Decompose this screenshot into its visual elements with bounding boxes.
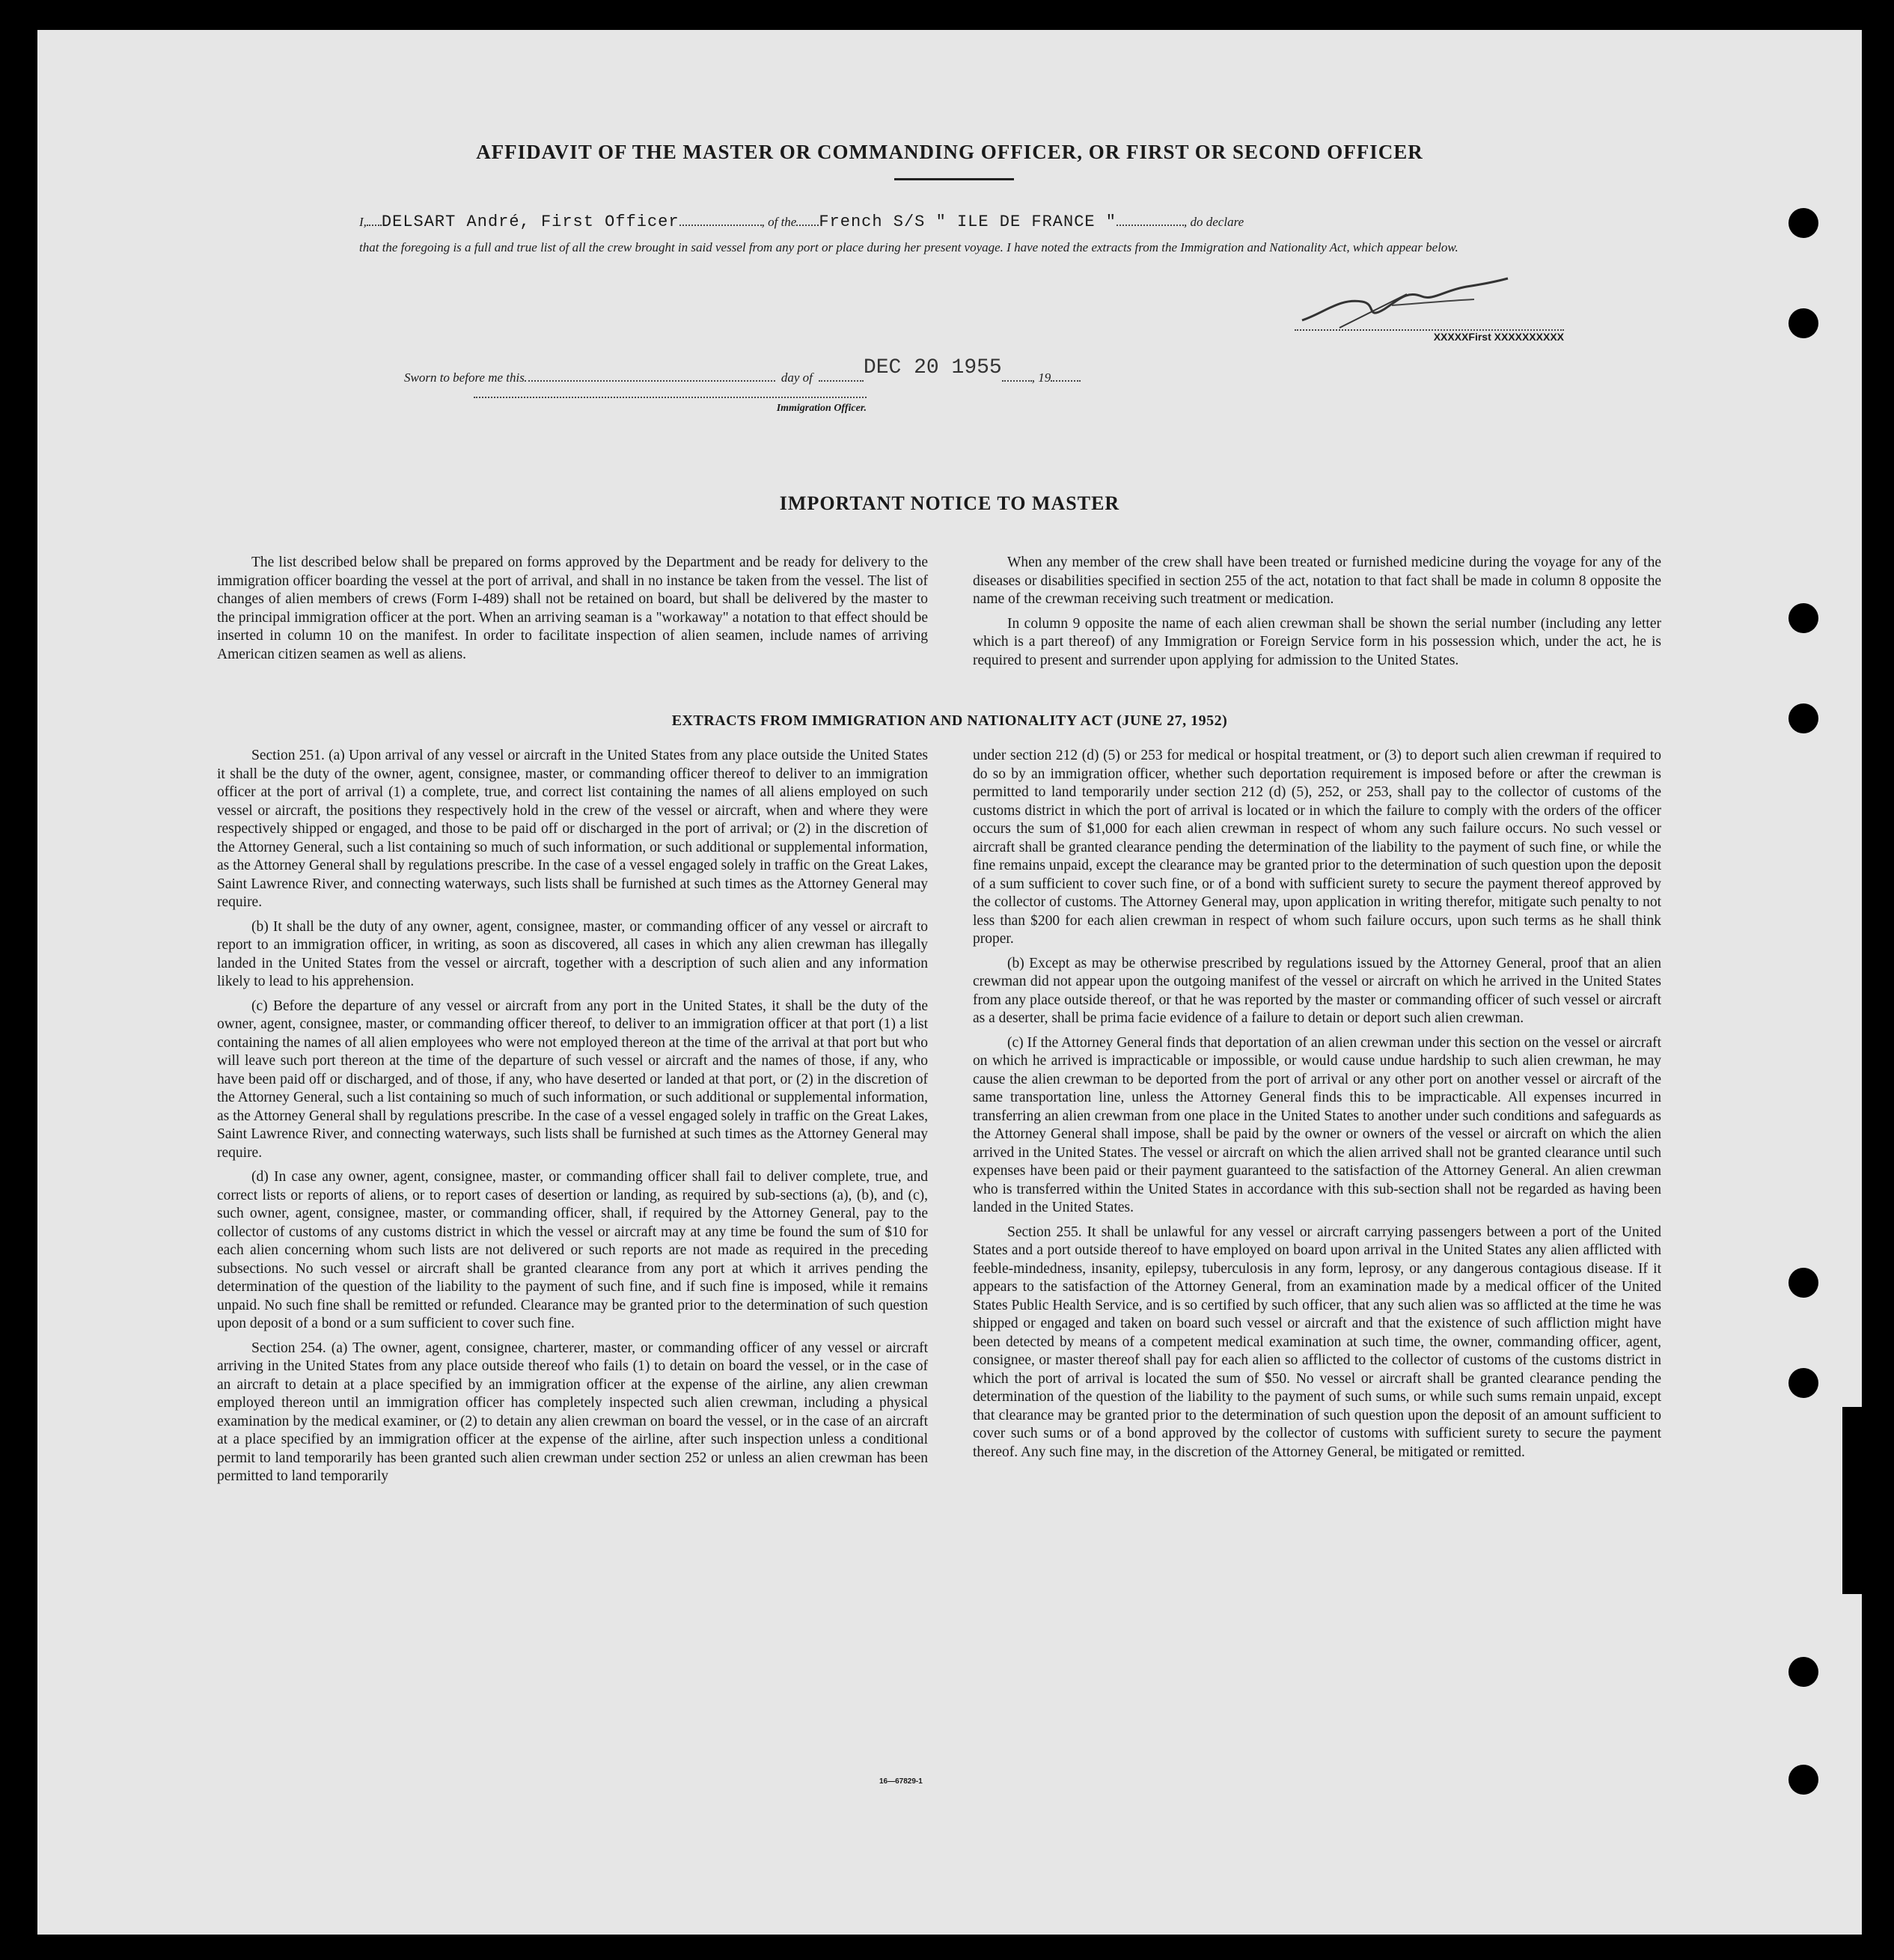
document-page (37, 30, 1862, 1935)
notice-paragraph: The list described below shall be prepared on forms approved by the Department and be ready for delivery to the immigration officer boarding the vessel at the port of arrival, and shall in no instance be taken from the vessel. The list of changes of alien members of crews (Form I-489) shall not be retained on board, but shall be delivered by the master to the principal immigration officer at the port. When an arriving seaman is a "workaway" a notation to that effect should be inserted in column 10 on the manifest. In order to facilitate inspection of alien seamen, include names of arriving American citizen seamen as well as aliens. (217, 555, 928, 662)
affidavit-title: AFFIDAVIT OF THE MASTER OR COMMANDING OFFICER, OR FIRST OR SECOND OFFICER (476, 141, 1423, 163)
notice-left-column (217, 554, 928, 670)
notice-paragraph: In column 9 opposite the name of each alien crewman shall be shown the serial number (including any letter which is a part thereof) of any Immigration or Foreign Service form in his possession which, under the act, he is required to present and surrender upon applying for admission to the United States. (973, 615, 1661, 668)
declaration-statement: that the foregoing is a full and true list of all the crew brought in said vessel from any port or place during her present voyage. I have noted the extracts from the Immigration and Nationality Act, which appear below. (359, 240, 1458, 254)
immigration-officer-caption: Immigration Officer. (776, 403, 867, 414)
extract-paragraph: under section 212 (d) (5) or 253 for medical or hospital treatment, or (3) to deport such alien crewman if required to do so by an immigration officer, whether such deportation requirement is imposed before or after the crewman is permitted to land temporarily under section 212 (d) (5), 252, or 253, shall pay to the collector of customs of the customs district in which the port of arrival is located or in which the failure to comply with the orders of the officer occurs the sum of $1,000 for each alien crewman in respect of whom any such failure occurs. No such vessel or aircraft shall be granted clearance pending the determination of the liability to the payment of such fine, or while the fine remains unpaid, except the clearance may be granted prior to the determination of such question upon the deposit of a sum sufficient to cover such fine, or of a bond with sufficient surety to secure the payment thereof approved by the collector of customs. The Attorney General may, upon application in writing therefor, mitigate such penalty to not less than $200 for each alien crewman in respect of whom such failure occurs, upon such terms as he shall think proper. (973, 748, 1661, 947)
extract-paragraph: (c) Before the departure of any vessel or aircraft from any port in the United States, it shall be the duty of the owner, agent, consignee, master, or commanding officer thereof, to deliver to an immigration officer at that port (1) a list containing the names of all alien employees who were not employed thereon at the time of the arrival at that port but who will leave such port thereon at the time of the departure of such vessel or aircraft and the names of those, if any, who have been paid off or discharged, and of those, if any, who have deserted or landed at that port, or (2) in the discretion of the Attorney General, such a list containing so much of such information, or such additional or supplemental information, as the Attorney General shall by regulations prescribe. In the case of a vessel engaged solely in traffic on the Great Lakes, Saint Lawrence River, and connecting waterways, such lists shall be furnished at such times as the Attorney General may require. (217, 998, 928, 1161)
index-tab-edge (1842, 1407, 1862, 1594)
form-code: 16—67829-1 (879, 1777, 923, 1786)
punch-hole (1788, 308, 1818, 338)
punch-hole (1788, 208, 1818, 238)
day-of-label: day of (780, 370, 813, 385)
declaration-block (359, 210, 1564, 260)
extract-paragraph: Section 251. (a) Upon arrival of any vessel or aircraft in the United States from any place outside the United States it shall be the duty of the owner, agent, consignee, master, or commanding officer thereof to deliver to an immigration officer at the port of arrival (1) a complete, true, and correct list containing the names of all aliens employed on such vessel or aircraft, the positions they respectively hold in the crew of the vessel or aircraft, when and where they were respectively shipped or engaged, and those to be paid off or discharged in the port of arrival; or (2) in the discretion of the Attorney General, such a list containing so much of such information, or such additional or supplemental information, as the Attorney General shall by regulations prescribe. In the case of a vessel engaged solely in traffic on the Great Lakes, Saint Lawrence River, and connecting waterways, such lists shall be furnished at such times as the Attorney General may require. (217, 748, 928, 910)
extracts-title: EXTRACTS FROM IMMIGRATION AND NATIONALITY ACT (JUNE 27, 1952) (671, 712, 1228, 729)
date-stamp: DEC 20 1955 (863, 356, 1002, 379)
punch-hole (1788, 1268, 1818, 1298)
sworn-label: Sworn to before me this (404, 370, 525, 385)
extract-paragraph: (b) Except as may be otherwise prescribed by regulations issued by the Attorney General, proof that an alien crewman did not appear upon the outgoing manifest of the vessel or aircraft on which he arrived in the United States from any place outside thereof, or that he was reported by the master or commanding officer of such vessel or aircraft as a deserter, shall be prima facie evidence of a failure to detain or deport such alien crewman. (973, 955, 1661, 1026)
signature-caption: XXXXXFirst XXXXXXXXXX (1433, 331, 1564, 343)
sworn-line (404, 356, 1081, 388)
immigration-officer-line (474, 397, 867, 398)
extract-paragraph: (b) It shall be the duty of any owner, agent, consignee, master, or commanding officer of any vessel or aircraft to report to an immigration officer, in writing, as soon as discovered, all cases in which any alien crewman has illegally landed in the United States from the vessel or aircraft, together with a description of such alien and any information likely to lead to his apprehension. (217, 918, 928, 989)
of-the-label: , of the (761, 215, 797, 229)
punch-hole (1788, 603, 1818, 633)
punch-hole (1788, 1765, 1818, 1795)
notice-paragraph: When any member of the crew shall have been treated or furnished medicine during the voyage for any of the diseases or disabilities specified in section 255 of the act, notation to that fact shall be made in column 8 opposite the name of the crewman receiving such treatment or medication. (973, 555, 1661, 607)
punch-hole (1788, 1368, 1818, 1398)
officer-name-field: DELSART André, First Officer (381, 213, 679, 231)
extract-paragraph: Section 254. (a) The owner, agent, consignee, charterer, master, or commanding officer of any vessel or aircraft arriving in the United States from any place outside thereof who fails (1) to detain on board the vessel, or in the case of an aircraft to detain at a place specified by an immigration officer at the expense of the airline, any alien crewman employed thereon until an immigration officer has completely inspected such alien crewman, including a physical examination by the medical examiner, or (2) to detain any alien crewman on board the vessel, or in the case of an aircraft at a place specified by an immigration officer at the expense of the airline, after such inspection unless a conditional permit to land temporarily has been granted such alien crewman under section 252 or unless an alien crewman has been permitted to land temporarily (217, 1340, 928, 1484)
year-label: , 19 (1031, 370, 1051, 385)
extracts-right-column (973, 747, 1661, 1468)
i-label: I, (359, 215, 367, 229)
punch-hole (1788, 1657, 1818, 1687)
extract-paragraph: (c) If the Attorney General finds that deportation of an alien crewman under this section on the vessel or aircraft on which he arrived is impracticable or impossible, or would cause undue hardship to such alien crewman, he may cause the alien crewman to be deported from the port of arrival or any other port on another vessel or aircraft of the same transportation line, unless the Attorney General finds this to be impracticable. All expenses incurred in transferring an alien crewman from one place in the United States to another under such conditions and safeguards as the Attorney General shall impose, shall be paid by the owner or owners of the vessel or aircraft on which the alien arrived in the United States. The vessel or aircraft on which the alien arrived shall not be granted clearance until such expenses have been paid or their payment guaranteed to the satisfaction of the Attorney General. An alien crewman who is transferred within the United States in accordance with this sub-section shall not be regarded as having been landed in the United States. (973, 1034, 1661, 1215)
notice-right-column (973, 554, 1661, 676)
extract-paragraph: (d) In case any owner, agent, consignee, master, or commanding officer shall fail to deliver complete, true, and correct lists or reports of aliens, or to report cases of desertion or landing, as required by sub-sections (a), (b), and (c), such owner, agent, consignee, master, or commanding officer, shall, if required by the Attorney General, pay to the collector of customs of any customs district in which the vessel or aircraft may at any time be found the sum of $10 for each alien concerning whom such lists are not delivered or such reports are not made as required in the preceding subsections. No such vessel or aircraft shall be granted clearance from any port at which it arrives pending the determination of the question of the liability to the payment of such fine, and if such fine is imposed, while it remains unpaid. No such fine shall be remitted or refunded. Clearance may be granted prior to the determination of such question upon deposit of a bond or a sum sufficient to cover such fine. (217, 1169, 928, 1331)
extract-paragraph: Section 255. It shall be unlawful for any vessel or aircraft carrying passengers between a port of the United States and a port outside thereof to have employed on board upon arrival in the United States any alien afflicted with feeble-mindedness, insanity, epilepsy, tuberculosis in any form, leprosy, or any dangerous contagious disease. If it appears to the satisfaction of the Attorney General, from an examination made by a medical officer of the United States Public Health Service, and is so certified by such officer, that any such alien was so afflicted at the time he was shipped or engaged and taken on board such vessel or aircraft and that the existence of such affliction might have been detected by means of a competent medical examination at such time, the owner, commanding officer, agent, consignee, or master thereof shall pay for each alien so afflicted to the collector of customs of the customs district in which the port of arrival is located the sum of $50. No vessel or aircraft shall be granted clearance pending the determination of the question of the liability to the payment of such sums, or while such sums remain unpaid, except that clearance may be granted prior to the determination of such question upon the deposit of an amount sufficient to cover such sums or of a bond approved by the collector of customs with sufficient surety to secure the payment thereof. Any such fine may, in the discretion of the Attorney General, be mitigated or remitted. (973, 1224, 1661, 1460)
notice-title: IMPORTANT NOTICE TO MASTER (779, 492, 1120, 514)
extracts-left-column (217, 747, 928, 1492)
do-declare-label: , do declare (1184, 215, 1244, 229)
title-underline (894, 178, 1014, 180)
signature-mark (1295, 268, 1512, 335)
vessel-name-field: French S/S " ILE DE FRANCE " (819, 213, 1117, 231)
